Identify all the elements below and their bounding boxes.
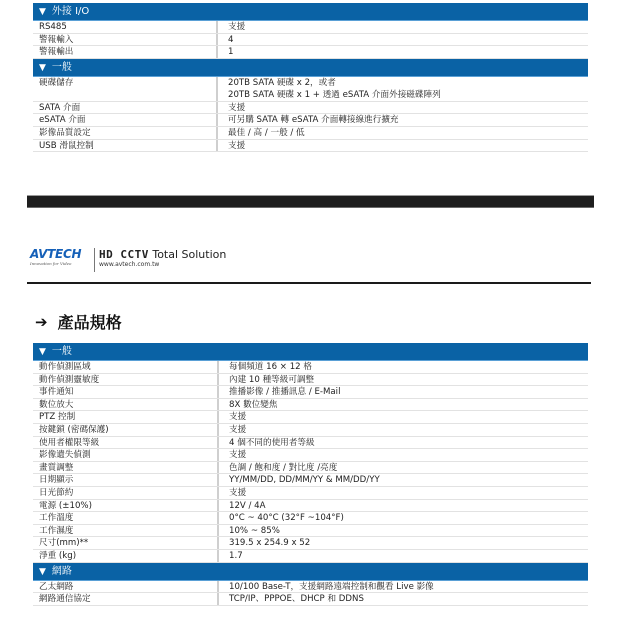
- logo-tagline: Innovation for Video: [30, 261, 72, 266]
- section-header-general[interactable]: [33, 59, 588, 77]
- row-label: 警報輸入: [39, 34, 74, 45]
- table-row: [33, 593, 588, 606]
- row-label: 工作溫度: [39, 513, 74, 524]
- row-value: 可另購 SATA 轉 eSATA 介面轉接線進行擴充: [216, 114, 588, 126]
- brand-title: [99, 248, 226, 261]
- row-value-line: 20TB SATA 硬碟 x 1 + 透過 eSATA 介面外接磁碟陣列: [228, 90, 441, 101]
- section-title: 外接 I/O: [51, 6, 90, 17]
- row-value: 10% ~ 85%: [217, 525, 588, 537]
- table-row: [33, 386, 588, 399]
- page-footer-bar: [27, 195, 594, 208]
- table-row: [33, 500, 588, 513]
- row-label: 警報輸出: [39, 47, 74, 58]
- table-row: [33, 361, 588, 374]
- row-value: 支援: [217, 487, 588, 499]
- table-row: [33, 21, 588, 34]
- brand-header: [30, 248, 226, 274]
- row-label: 事件通知: [39, 387, 74, 398]
- table-row: [33, 437, 588, 450]
- row-label: 網路通信協定: [39, 594, 91, 605]
- row-value: [216, 77, 588, 101]
- row-value: 推播影像 / 推播訊息 / E-Mail: [217, 386, 588, 398]
- row-value: 色調 / 飽和度 / 對比度 /亮度: [217, 462, 588, 474]
- row-value: 12V / 4A: [217, 500, 588, 512]
- row-value: 每個頻道 16 × 12 格: [217, 361, 588, 373]
- table-row: [33, 374, 588, 387]
- row-label: 尺寸(mm)**: [39, 538, 89, 549]
- table-row: [33, 550, 588, 563]
- table-row: [33, 487, 588, 500]
- table-row: [33, 114, 588, 127]
- brand-url[interactable]: www.avtech.com.tw: [99, 261, 160, 268]
- table-row: [33, 411, 588, 424]
- table-row: [33, 512, 588, 525]
- row-value: 支援: [217, 411, 588, 423]
- table-row: [33, 140, 588, 153]
- row-label: USB 滑鼠控制: [39, 140, 94, 151]
- row-value-line: 20TB SATA 硬碟 x 2，或者: [228, 77, 336, 88]
- collapse-triangle-icon: ▼: [39, 347, 46, 357]
- arrow-right-icon: ➔: [35, 312, 48, 331]
- row-value: 支援: [217, 449, 588, 461]
- row-label: RS485: [39, 22, 67, 32]
- table-row: [33, 424, 588, 437]
- row-label: 日光節約: [39, 487, 74, 498]
- table-row: [33, 537, 588, 550]
- table-row: [33, 449, 588, 462]
- row-value: 最佳 / 高 / 一般 / 低: [216, 127, 588, 139]
- row-label: 數位放大: [39, 399, 74, 410]
- row-label: 按鍵鎖 (密碼保護): [39, 424, 109, 435]
- row-value: 1: [216, 46, 588, 58]
- row-value: 4: [216, 34, 588, 46]
- row-value: 319.5 x 254.9 x 52: [217, 537, 588, 549]
- spec-table-bottom: [33, 343, 588, 606]
- collapse-triangle-icon: ▼: [39, 62, 46, 73]
- table-row: [33, 525, 588, 538]
- row-label: 動作偵測區域: [39, 362, 91, 372]
- row-value: 內建 10 種等級可調整: [217, 374, 588, 386]
- row-value: 支援: [216, 102, 588, 114]
- row-value: YY/MM/DD, DD/MM/YY & MM/DD/YY: [217, 474, 588, 486]
- row-label: 硬碟儲存: [39, 77, 74, 88]
- table-row: [33, 34, 588, 47]
- row-value: TCP/IP、PPPOE、DHCP 和 DDNS: [217, 593, 588, 605]
- table-row: [33, 77, 588, 102]
- brand-title-bold: HD CCTV: [99, 248, 149, 261]
- row-value: 8X 數位變焦: [217, 399, 588, 411]
- row-label: PTZ 控制: [39, 412, 76, 423]
- table-row: [33, 474, 588, 487]
- row-label: 影像品質設定: [39, 127, 91, 138]
- collapse-triangle-icon: ▼: [39, 7, 46, 17]
- collapse-triangle-icon: ▼: [39, 566, 46, 577]
- row-label: 動作偵測靈敏度: [39, 374, 100, 385]
- spec-table-top: [33, 3, 588, 152]
- row-value: 支援: [216, 140, 588, 152]
- row-label: 乙太網路: [39, 581, 74, 592]
- row-label: 畫質調整: [39, 462, 74, 473]
- row-label: 淨重 (kg): [39, 550, 77, 561]
- avtech-logo: [30, 248, 92, 267]
- section-title: 一般: [51, 346, 72, 357]
- row-label: eSATA 介面: [39, 115, 86, 126]
- section-title: 一般: [51, 61, 72, 73]
- row-label: 日期顯示: [39, 475, 74, 486]
- section-header-io[interactable]: [33, 3, 588, 21]
- table-row: [33, 102, 588, 115]
- row-value: 支援: [216, 21, 588, 33]
- row-value: 1.7: [217, 550, 588, 562]
- header-rule: [27, 282, 591, 284]
- brand-divider: [94, 248, 95, 272]
- section-header-general[interactable]: [33, 343, 588, 361]
- row-value: 0°C ~ 40°C (32°F ~104°F): [217, 512, 588, 524]
- page-title: [35, 310, 122, 333]
- row-label: 使用者權限等級: [39, 437, 100, 448]
- table-row: [33, 127, 588, 140]
- table-row: [33, 399, 588, 412]
- row-value: 10/100 Base-T，支援網路遠端控制和觀看 Live 影像: [217, 581, 588, 593]
- section-header-network[interactable]: [33, 563, 588, 581]
- brand-title-rest: Total Solution: [148, 248, 227, 261]
- row-label: 電源 (±10%): [39, 500, 92, 511]
- row-label: 工作濕度: [39, 525, 74, 536]
- logo-text: AVTECH: [30, 247, 82, 261]
- row-label: SATA 介面: [39, 102, 81, 113]
- row-value: 支援: [217, 424, 588, 436]
- row-label: 影像遺失偵測: [39, 450, 91, 461]
- table-row: [33, 462, 588, 475]
- page-title-text: 產品規格: [57, 313, 122, 332]
- section-title: 網路: [51, 565, 72, 577]
- table-row: [33, 46, 588, 59]
- row-value: 4 個不同的使用者等級: [217, 437, 588, 449]
- table-row: [33, 581, 588, 594]
